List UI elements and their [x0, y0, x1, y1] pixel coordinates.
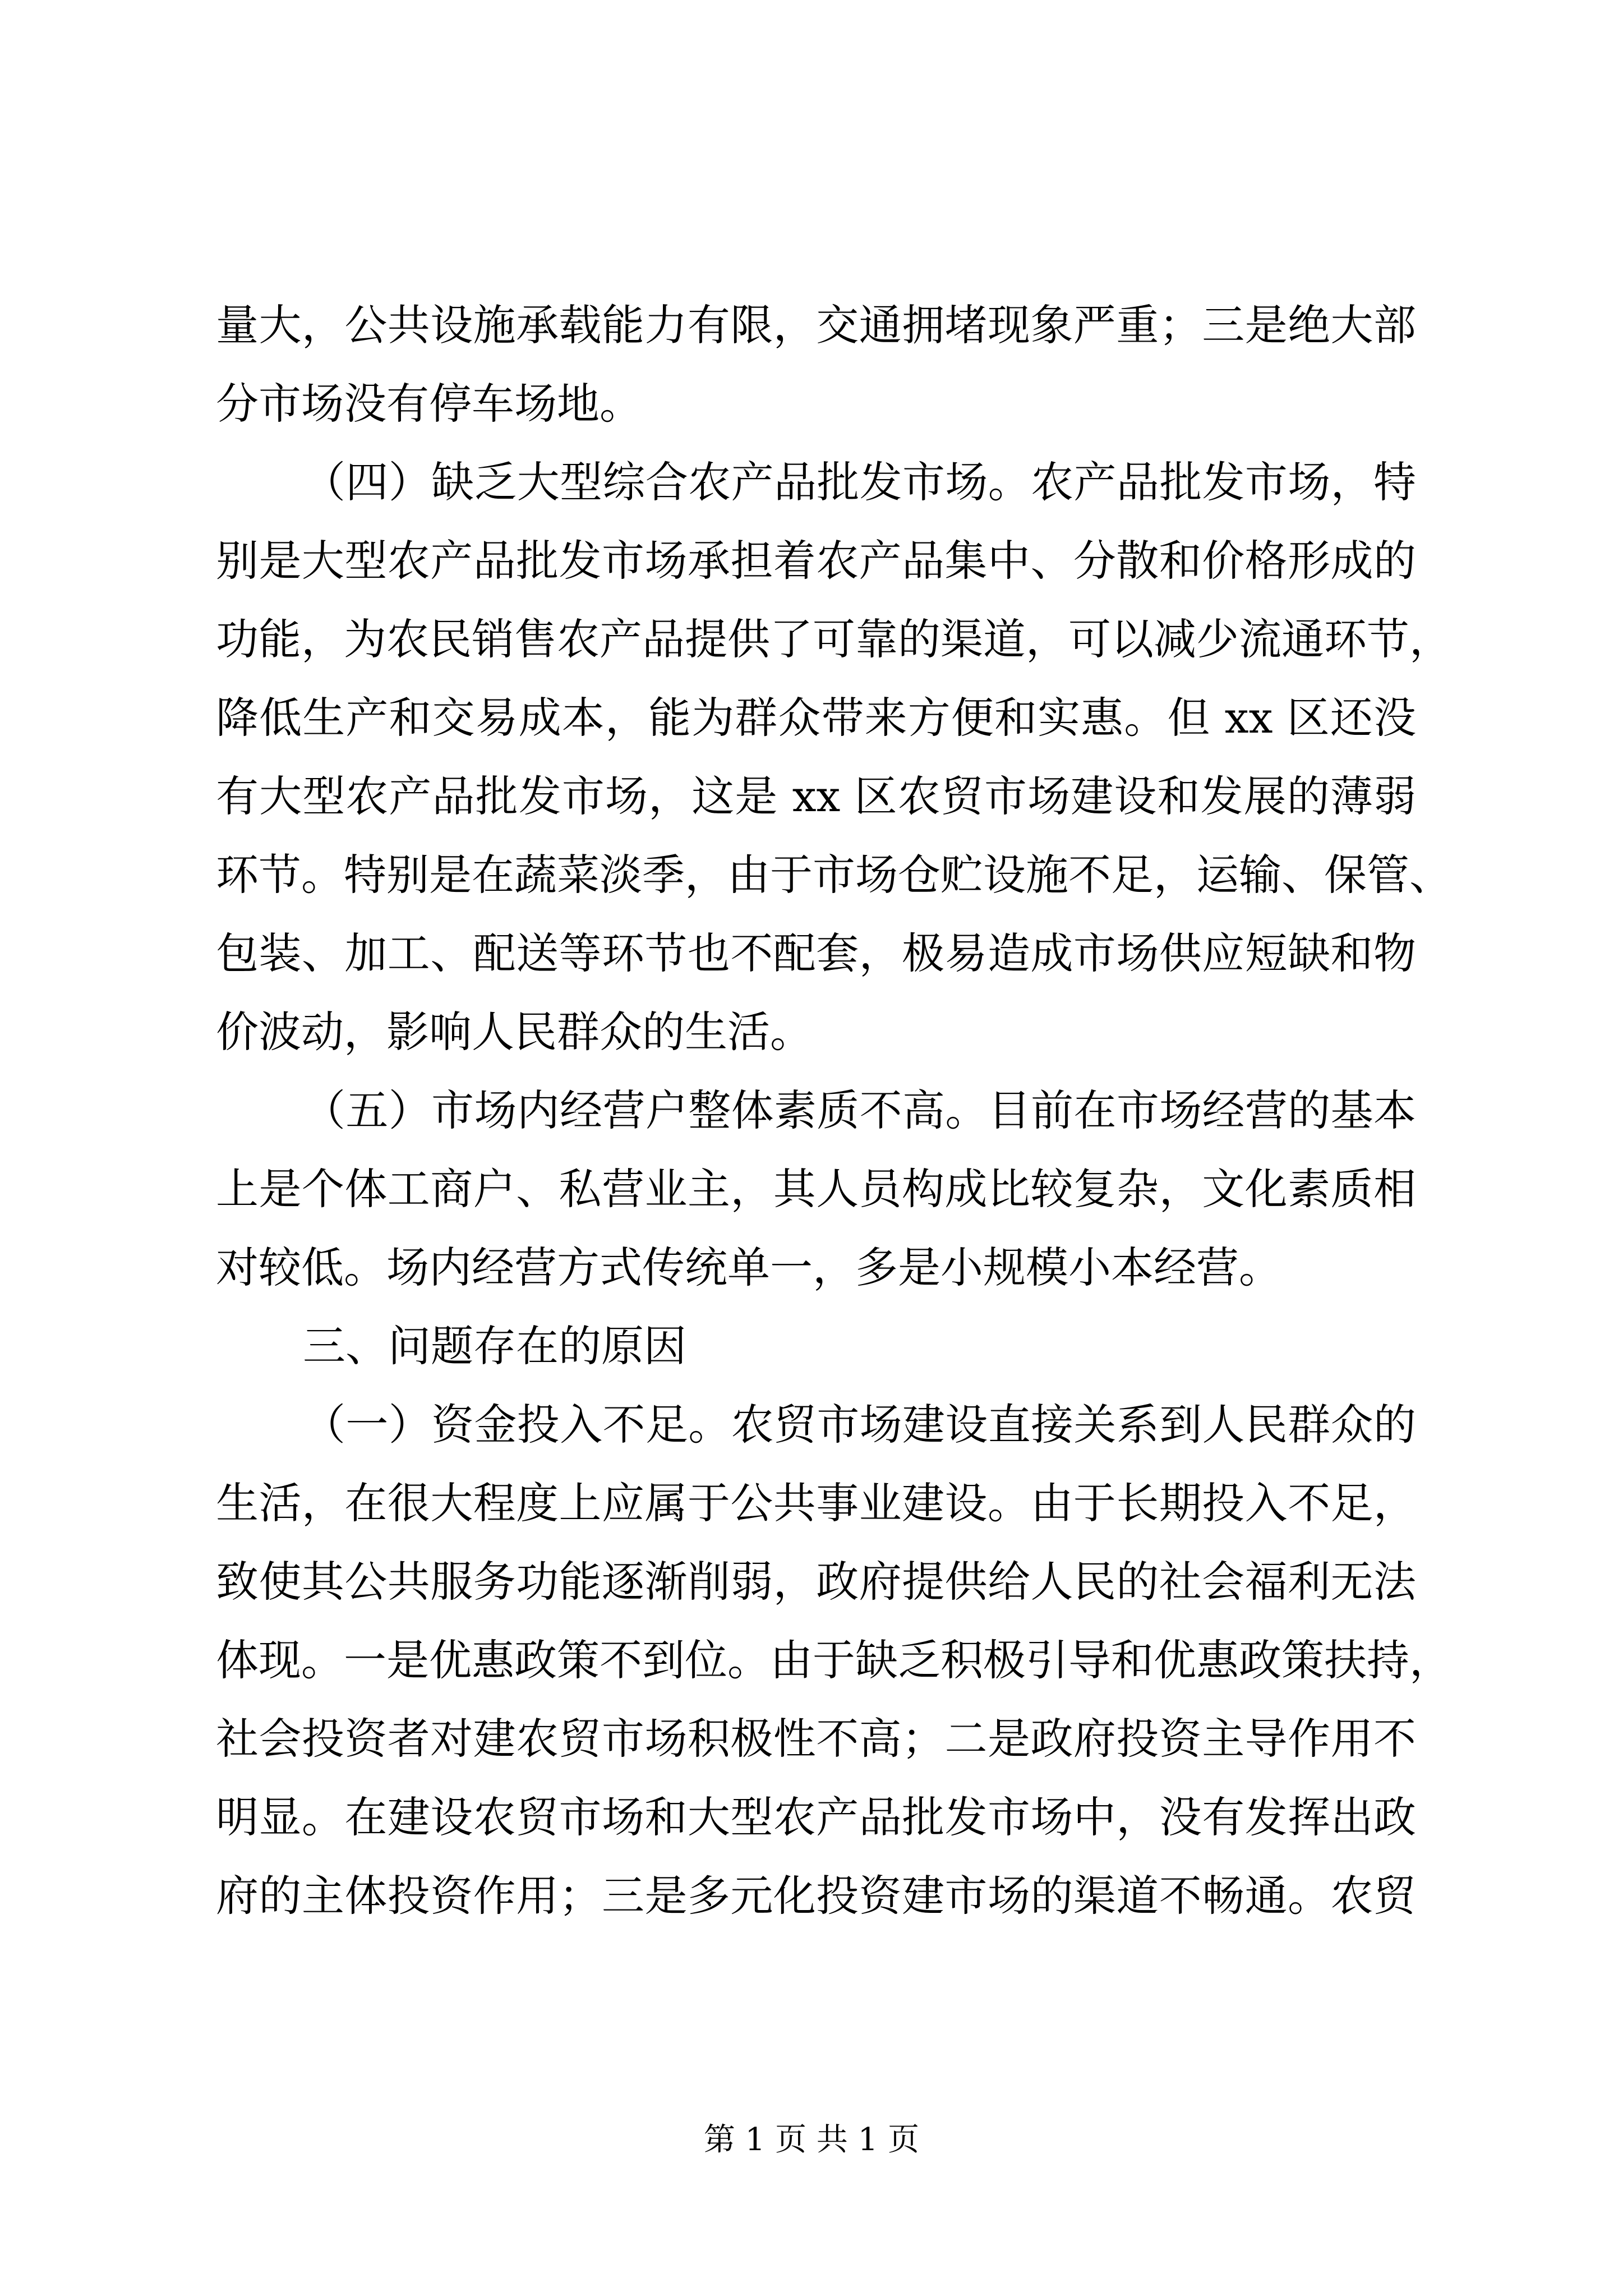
paragraph-heading-line: （五）市场内经营户整体素质不高。目前在市场经营的基本 [303, 1085, 1416, 1135]
paragraph-heading-line: （四）缺乏大型综合农产品批发市场。农产品批发市场，特 [303, 457, 1416, 507]
text-line: 量大，公共设施承载能力有限，交通拥堵现象严重；三是绝大部 [216, 300, 1416, 350]
text-line: 环节。特别是在蔬菜淡季，由于市场仓贮设施不足，运输、保管、 [216, 850, 1452, 900]
paragraph-heading-line: （一）资金投入不足。农贸市场建设直接关系到人民群众的 [303, 1400, 1416, 1450]
page-footer: 第 1 页 共 1 页 [703, 2122, 920, 2158]
text-line: 体现。一是优惠政策不到位。由于缺乏积极引导和优惠政策扶持， [216, 1635, 1452, 1685]
text-line: 分市场没有停车场地。 [216, 379, 642, 429]
text-line: 有大型农产品批发市场，这是 xx 区农贸市场建设和发展的薄弱 [216, 771, 1416, 821]
text-line: 降低生产和交易成本，能为群众带来方便和实惠。但 xx 区还没 [216, 693, 1416, 743]
text-line: 社会投资者对建农贸市场积极性不高；二是政府投资主导作用不 [216, 1714, 1416, 1764]
text-line: 功能，为农民销售农产品提供了可靠的渠道，可以减少流通环节， [216, 614, 1452, 664]
text-line: 别是大型农产品批发市场承担着农产品集中、分散和价格形成的 [216, 536, 1416, 586]
text-line: 致使其公共服务功能逐渐削弱，政府提供给人民的社会福利无法 [216, 1557, 1416, 1607]
text-line: 明显。在建设农贸市场和大型农产品批发市场中，没有发挥出政 [216, 1792, 1416, 1842]
text-line: 上是个体工商户、私营业主，其人员构成比较复杂，文化素质相 [216, 1164, 1416, 1214]
text-line: 府的主体投资作用；三是多元化投资建市场的渠道不畅通。农贸 [216, 1871, 1416, 1921]
text-line: 生活，在很大程度上应属于公共事业建设。由于长期投入不足， [216, 1478, 1416, 1528]
section-heading: 三、问题存在的原因 [303, 1321, 686, 1371]
text-line: 价波动，影响人民群众的生活。 [216, 1007, 813, 1057]
text-line: 对较低。场内经营方式传统单一，多是小规模小本经营。 [216, 1243, 1281, 1292]
text-line: 包装、加工、配送等环节也不配套，极易造成市场供应短缺和物 [216, 928, 1416, 978]
